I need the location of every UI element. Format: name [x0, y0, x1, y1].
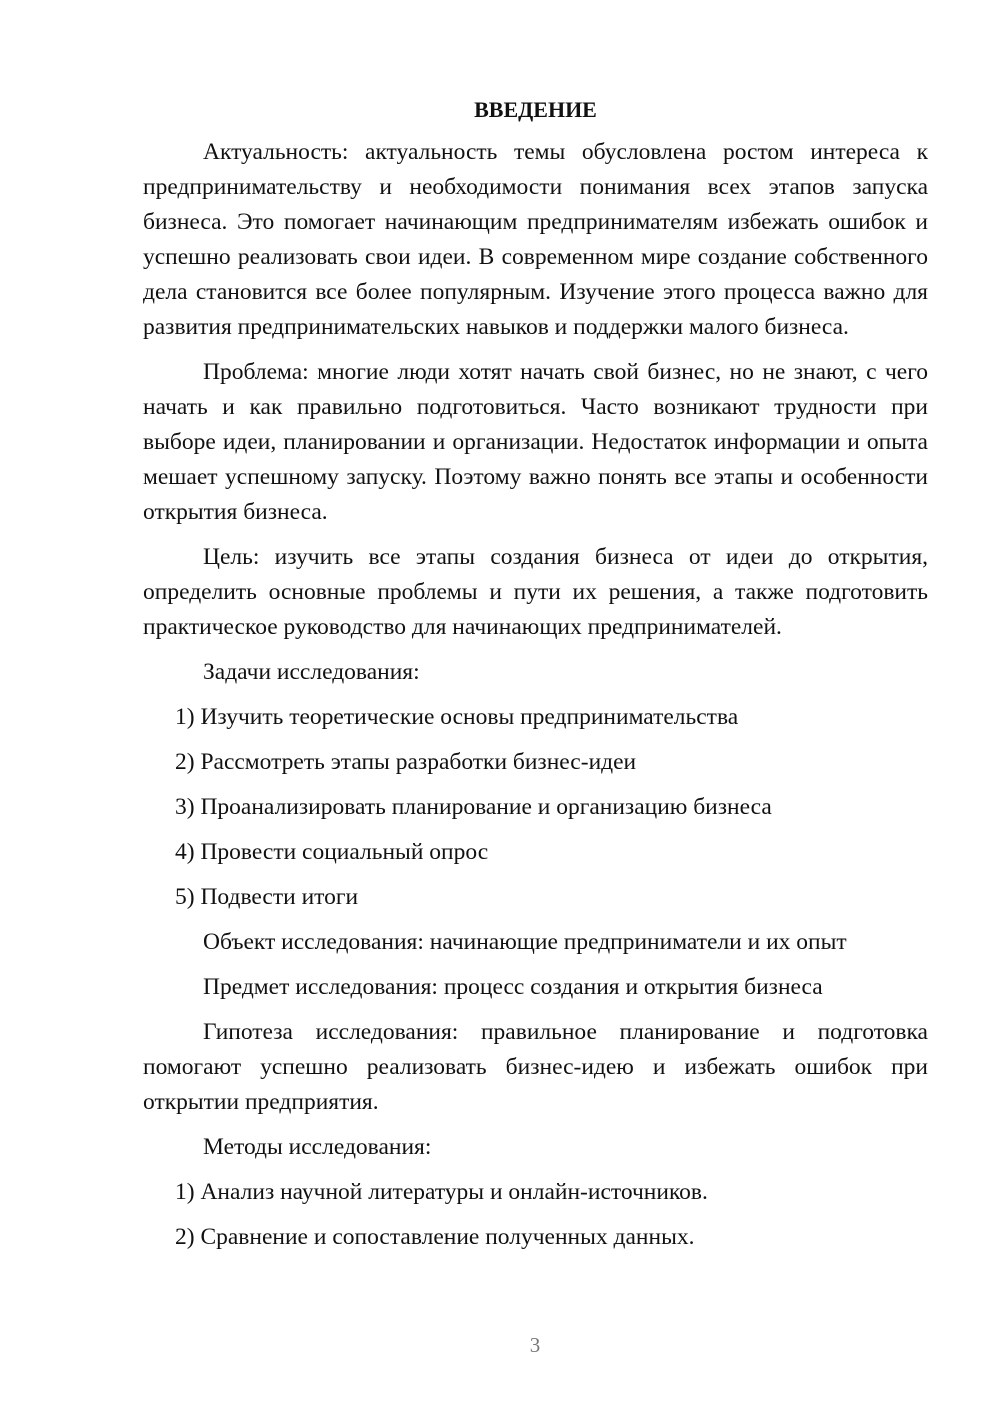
methods-heading: Методы исследования: [203, 1134, 432, 1160]
subject-line: Предмет исследования: процесс создания и открытия бизнеса [203, 974, 823, 1000]
list-item: 2) Сравнение и сопоставление полученных данных. [175, 1224, 695, 1250]
problem-paragraph: Проблема: многие люди хотят начать свой бизнес, но не знают, с чего начать и как правильно подготовиться. Часто возникают трудности при выборе идеи, планировании и организации. Недостаток информации и опыта мешает успешному запуску. Поэтому важно понять все этапы и особенности открытия бизнеса. [143, 359, 928, 525]
list-item: 2) Рассмотреть этапы разработки бизнес-идеи [175, 749, 637, 775]
object-line: Объект исследования: начинающие предприниматели и их опыт [203, 929, 847, 955]
list-item: 4) Провести социальный опрос [175, 839, 489, 865]
relevance-paragraph: Актуальность: актуальность темы обусловлена ростом интереса к предпринимательству и необходимости понимания всех этапов запуска бизнеса. Это помогает начинающим предпринимателям избежать ошибок и успешно реализовать свои идеи. В современном мире создание собственного дела становится все более популярным. Изучение этого процесса важно для развития предпринимательских навыков и поддержки малого бизнеса. [143, 139, 928, 340]
tasks-list [143, 700, 928, 915]
hypothesis-paragraph: Гипотеза исследования: правильное планирование и подготовка помогают успешно реализовать бизнес-идею и избежать ошибок при открытии предприятия. [143, 1019, 928, 1115]
tasks-heading: Задачи исследования: [203, 659, 420, 685]
page-number: 3 [529, 1333, 541, 1357]
page-title: ВВЕДЕНИЕ [474, 97, 597, 122]
list-item: 5) Подвести итоги [175, 884, 359, 910]
list-item: 1) Изучить теоретические основы предпринимательства [175, 704, 739, 730]
goal-paragraph: Цель: изучить все этапы создания бизнеса от идеи до открытия, определить основные проблемы и пути их решения, а также подготовить практическое руководство для начинающих предпринимателей. [143, 544, 928, 640]
list-item: 3) Проанализировать планирование и организацию бизнеса [175, 794, 772, 820]
methods-list [143, 1175, 928, 1255]
document-page [143, 95, 928, 1265]
list-item: 1) Анализ научной литературы и онлайн-источников. [175, 1179, 708, 1205]
